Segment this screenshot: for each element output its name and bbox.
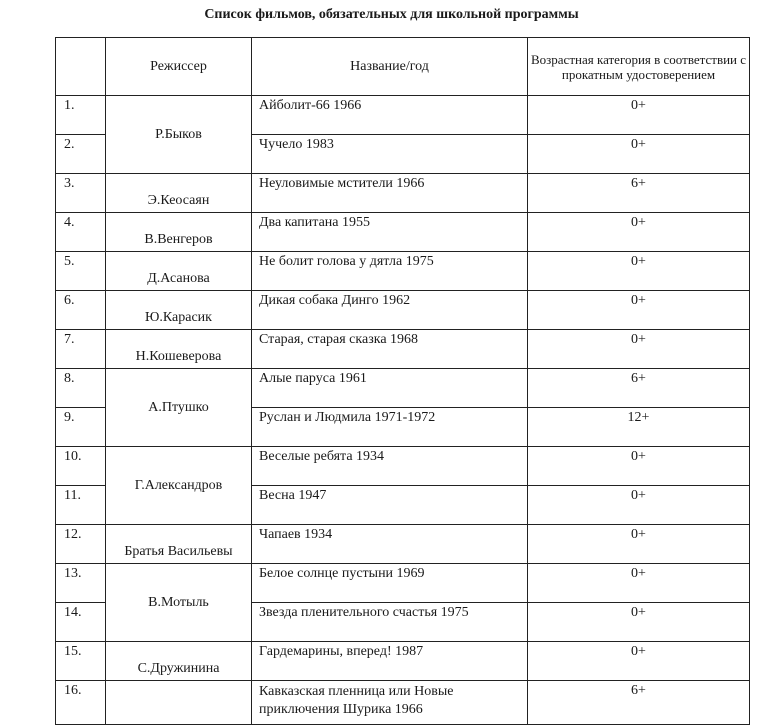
- table-row: [56, 447, 750, 486]
- age-cell: 0+: [528, 603, 750, 642]
- age-cell: 0+: [528, 486, 750, 525]
- table-header-row: [56, 38, 750, 96]
- director-cell: Г.Александров: [106, 447, 252, 525]
- header-director: Режиссер: [106, 38, 252, 96]
- director-cell: [106, 681, 252, 725]
- row-number: 13.: [56, 564, 106, 603]
- director-cell: Н.Кошеверова: [106, 330, 252, 369]
- header-age: Возрастная категория в соответствии с прокатным удостоверением: [528, 38, 750, 96]
- document-title: Список фильмов, обязательных для школьной программы: [204, 7, 579, 22]
- age-cell: 0+: [528, 291, 750, 330]
- row-number: 16.: [56, 681, 106, 725]
- director-cell: Ю.Карасик: [106, 291, 252, 330]
- row-number: 8.: [56, 369, 106, 408]
- row-number: 7.: [56, 330, 106, 369]
- row-number: 3.: [56, 174, 106, 213]
- header-num: [56, 38, 106, 96]
- table-row: [56, 96, 750, 135]
- table-row: [56, 642, 750, 681]
- age-cell: 0+: [528, 213, 750, 252]
- row-number: 14.: [56, 603, 106, 642]
- film-cell: Неуловимые мстители 1966: [252, 174, 528, 213]
- age-cell: 6+: [528, 174, 750, 213]
- age-cell: 0+: [528, 447, 750, 486]
- director-cell: А.Птушко: [106, 369, 252, 447]
- film-cell: Весна 1947: [252, 486, 528, 525]
- age-cell: 0+: [528, 330, 750, 369]
- table-row: [56, 252, 750, 291]
- row-number: 2.: [56, 135, 106, 174]
- row-number: 4.: [56, 213, 106, 252]
- row-number: 15.: [56, 642, 106, 681]
- age-cell: 6+: [528, 369, 750, 408]
- age-cell: 0+: [528, 252, 750, 291]
- header-film: Название/год: [252, 38, 528, 96]
- table-row: [56, 291, 750, 330]
- row-number: 5.: [56, 252, 106, 291]
- table-row: [56, 330, 750, 369]
- age-cell: 6+: [528, 681, 750, 725]
- director-cell: В.Венгеров: [106, 213, 252, 252]
- film-cell: Белое солнце пустыни 1969: [252, 564, 528, 603]
- film-cell: Кавказская пленница или Новые приключения Шурика 1966: [252, 681, 528, 725]
- row-number: 6.: [56, 291, 106, 330]
- director-cell: Братья Васильевы: [106, 525, 252, 564]
- table-row: [56, 564, 750, 603]
- table-row: [56, 369, 750, 408]
- film-cell: Чапаев 1934: [252, 525, 528, 564]
- table-row: [56, 213, 750, 252]
- row-number: 12.: [56, 525, 106, 564]
- film-cell: Веселые ребята 1934: [252, 447, 528, 486]
- film-cell: Айболит-66 1966: [252, 96, 528, 135]
- table-row: [56, 681, 750, 725]
- director-cell: С.Дружинина: [106, 642, 252, 681]
- age-cell: 0+: [528, 564, 750, 603]
- director-cell: Э.Кеосаян: [106, 174, 252, 213]
- row-number: 11.: [56, 486, 106, 525]
- row-number: 10.: [56, 447, 106, 486]
- row-number: 9.: [56, 408, 106, 447]
- film-cell: Не болит голова у дятла 1975: [252, 252, 528, 291]
- age-cell: 0+: [528, 135, 750, 174]
- row-number: 1.: [56, 96, 106, 135]
- age-cell: 0+: [528, 642, 750, 681]
- film-cell: Гардемарины, вперед! 1987: [252, 642, 528, 681]
- film-cell: Старая, старая сказка 1968: [252, 330, 528, 369]
- film-cell: Звезда пленительного счастья 1975: [252, 603, 528, 642]
- film-cell: Алые паруса 1961: [252, 369, 528, 408]
- director-cell: В.Мотыль: [106, 564, 252, 642]
- films-table: [55, 37, 750, 725]
- age-cell: 12+: [528, 408, 750, 447]
- film-cell: Руслан и Людмила 1971-1972: [252, 408, 528, 447]
- director-cell: Р.Быков: [106, 96, 252, 174]
- director-cell: Д.Асанова: [106, 252, 252, 291]
- film-cell: Два капитана 1955: [252, 213, 528, 252]
- age-cell: 0+: [528, 525, 750, 564]
- table-row: [56, 174, 750, 213]
- film-cell: Дикая собака Динго 1962: [252, 291, 528, 330]
- age-cell: 0+: [528, 96, 750, 135]
- film-cell: Чучело 1983: [252, 135, 528, 174]
- table-row: [56, 525, 750, 564]
